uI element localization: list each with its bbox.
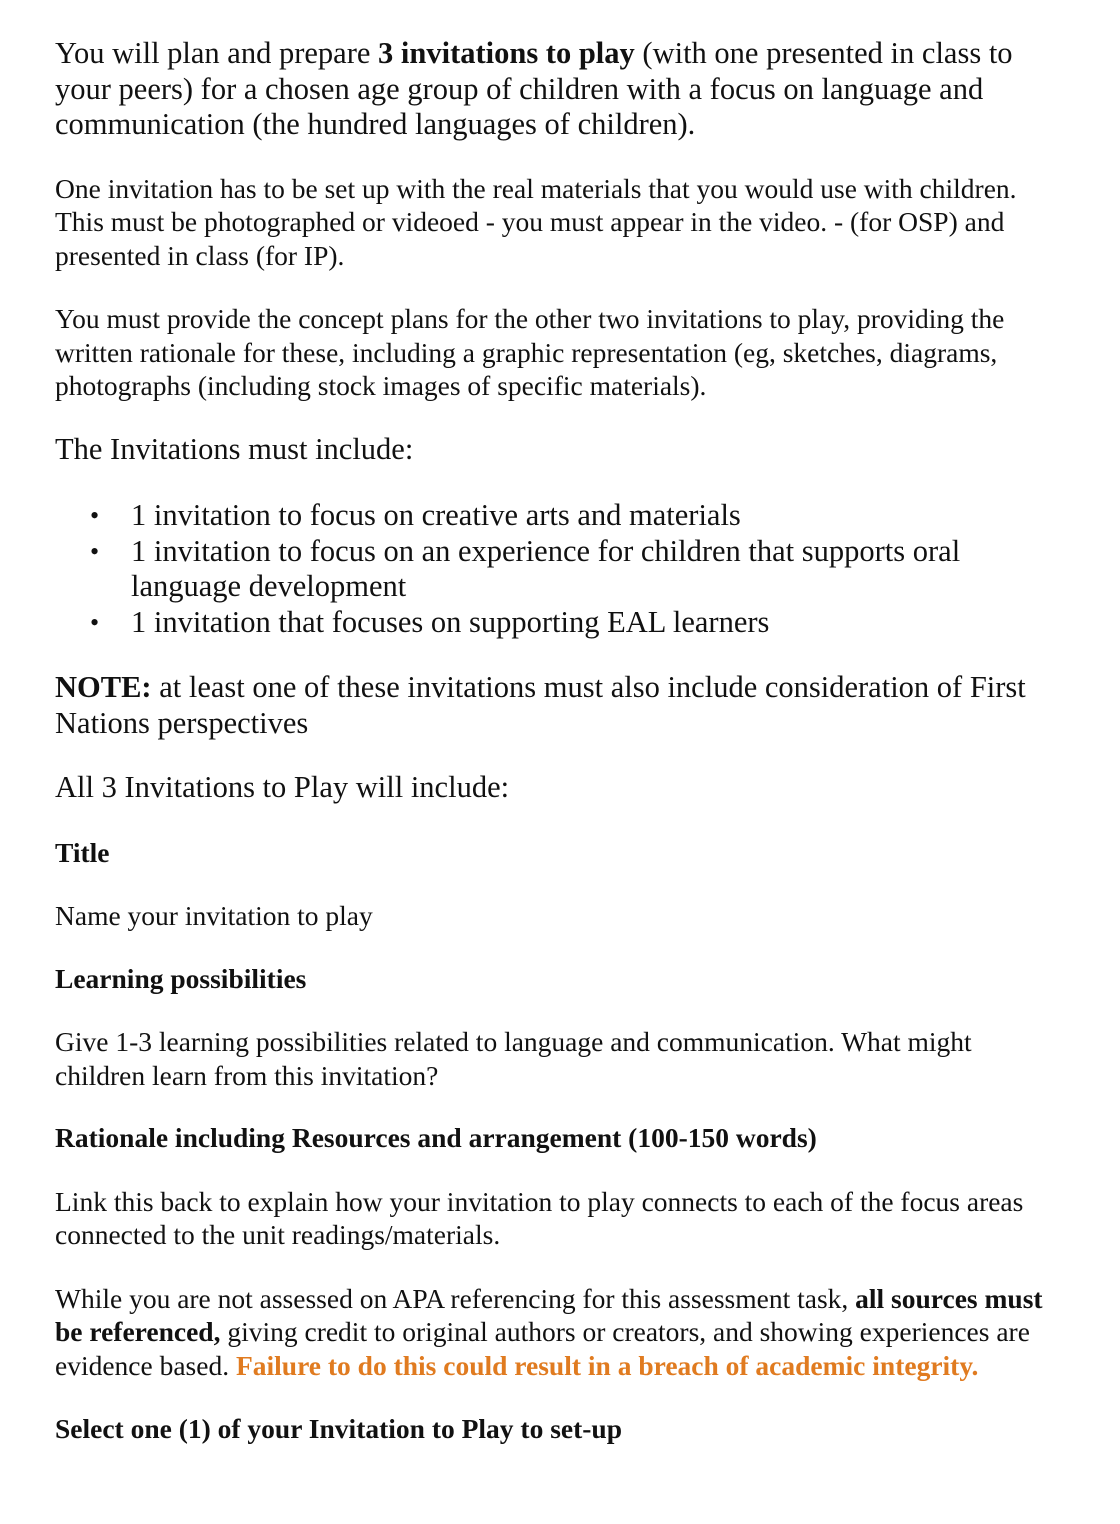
- invitations-list: [55, 498, 1065, 640]
- list-item: [90, 498, 1065, 534]
- concept-plans-paragraph: You must provide the concept plans for the other two invitations to play, providing the written rationale for these, including a graphic representation (eg, sketches, diagrams, photographs (including stock images of specific materials).: [55, 303, 1005, 401]
- select-heading: Select one (1) of your Invitation to Play to set-up: [55, 1413, 623, 1444]
- note-text: at least one of these invitations must also include consideration of First Nations perspectives: [55, 670, 1026, 740]
- integrity-warning: Failure to do this could result in a breach of academic integrity.: [235, 1349, 979, 1381]
- title-section-description: Name your invitation to play: [55, 900, 373, 931]
- list-item: [90, 604, 1065, 641]
- intro-text-start: You will plan and prepare: [55, 36, 379, 70]
- learning-section-heading: Learning possibilities: [55, 962, 307, 994]
- intro-paragraph: [55, 36, 1065, 143]
- note-paragraph: [55, 670, 1065, 741]
- must-include-heading: The Invitations must include:: [55, 431, 414, 466]
- learning-section-description: Give 1-3 learning possibilities related to language and communication. What might children learn from this invitation?: [55, 1026, 972, 1091]
- list-item: [90, 533, 1065, 605]
- bullet-icon: •: [90, 607, 100, 637]
- list-item-text: 1 invitation to focus on creative arts and materials: [131, 498, 741, 532]
- intro-text-end: (with one presented in class to your peers) for a chosen age group of children with a focus on language and communication (the hundred languages of children).: [55, 36, 1013, 141]
- document-page: [55, 36, 1065, 1446]
- bullet-icon: •: [90, 501, 100, 530]
- bullet-icon: •: [90, 536, 100, 566]
- list-item-text: 1 invitation to focus on an experience for children that supports oral language development: [131, 533, 961, 603]
- rationale-section-heading: Rationale including Resources and arrangement (100-150 words): [55, 1122, 817, 1153]
- referencing-text-mid: giving credit to original authors or creators, and showing experiences are evidence based.: [55, 1316, 1030, 1381]
- note-label: NOTE:: [55, 670, 152, 704]
- one-invitation-paragraph: One invitation has to be set up with the real materials that you would use with children. This must be photographed or videoed - you must appear in the video. - (for OSP) and presented in class (for IP).: [55, 172, 1017, 271]
- list-item-text: 1 invitation that focuses on supporting EAL learners: [131, 604, 770, 639]
- rationale-section-description: Link this back to explain how your invitation to play connects to each of the focus areas connected to the unit readings/materials.: [55, 1185, 1024, 1250]
- all-three-heading: All 3 Invitations to Play will include:: [55, 770, 510, 804]
- referencing-bold-requirement: all sources must be referenced,: [55, 1282, 1043, 1347]
- title-section-heading: Title: [55, 836, 110, 868]
- referencing-paragraph: [55, 1282, 1065, 1383]
- intro-bold-invitations: 3 invitations to play: [378, 36, 635, 70]
- referencing-text-start: While you are not assessed on APA referencing for this assessment task,: [55, 1282, 856, 1314]
